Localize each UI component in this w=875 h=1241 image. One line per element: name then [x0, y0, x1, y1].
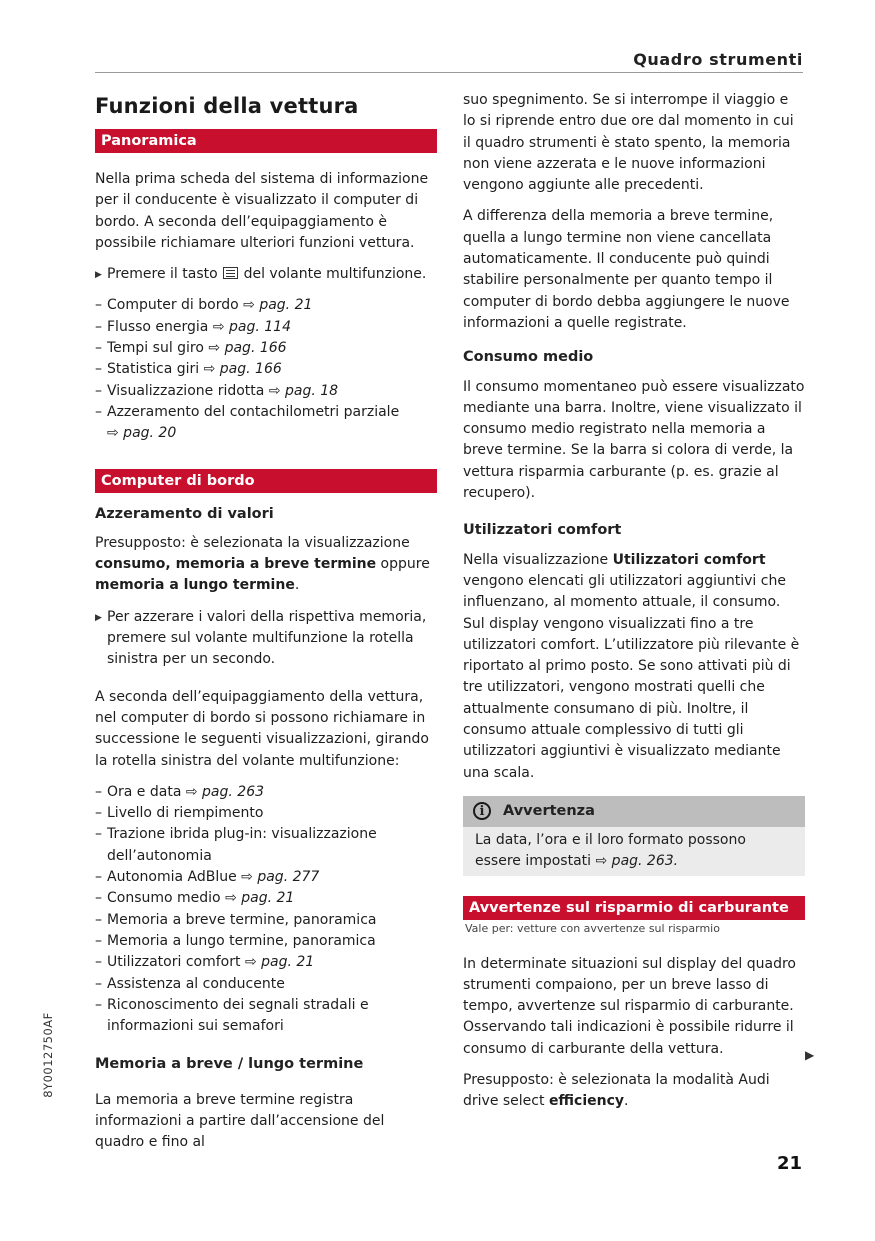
- list-item: [95, 952, 437, 973]
- utilizzatori-paragraph: [463, 550, 805, 784]
- list-item-text: Livello di riempimento: [107, 805, 264, 822]
- page-reference-link[interactable]: ⇨ pag. 166: [208, 340, 287, 357]
- applicability-note: Vale per: vetture con avvertenze sul risparmio: [465, 921, 720, 935]
- note-text: La data, l’ora e il loro formato possono essere impostati: [475, 831, 746, 870]
- list-item: [95, 974, 437, 995]
- left-column: [95, 90, 437, 1164]
- step-text-a: Premere il tasto: [107, 266, 218, 283]
- list-item: [95, 782, 437, 803]
- panoramica-intro: Nella prima scheda del sistema di informazione per il conducente è visualizzato il computer di bordo. A seconda dell’equipaggiamento è possibile richiamare ulteriori funzioni vettura.: [95, 171, 429, 251]
- memoria-continued-paragraph: suo spegnimento. Se si interrompe il viaggio e lo si riprende entro due ore dal momento in cui il quadro strumenti è stato spento, la memoria non viene azzerata e le nuove informazioni vengono aggiunte alle precedenti.: [463, 92, 794, 194]
- text-run: Presupposto: è selezionata la visualizzazione: [95, 534, 410, 551]
- list-item-text: Statistica giri: [107, 361, 200, 378]
- section-bar-avvertenze: Avvertenze sul risparmio di carburante: [463, 896, 805, 920]
- text-run-bold: efficiency: [548, 1093, 625, 1110]
- list-item-text: Ora e data: [107, 783, 182, 800]
- page-reference-link[interactable]: ⇨ pag. 18: [268, 382, 339, 399]
- computer-step: ▶ Per azzerare i valori della rispettiva memoria, premere sul volante multifunzione la rotella sinistra per un secondo.: [95, 607, 437, 671]
- lungo-termine-paragraph: A differenza della memoria a breve termine, quella a lungo termine non viene cancellata automaticamente. Il conducente può quindi stabilire personalmente per quanto tempo il computer di bordo debba aggiungere le nuove informazioni a quelle registrate.: [463, 208, 790, 331]
- avvertenze-prerequisite: [463, 1070, 805, 1113]
- note-body: [463, 827, 805, 876]
- page-reference-link[interactable]: ⇨ pag. 263: [185, 783, 265, 800]
- section-bar-panoramica: Panoramica: [95, 129, 437, 153]
- note-header: [463, 796, 805, 827]
- panoramica-list: [95, 295, 437, 444]
- page-reference-link[interactable]: ⇨ pag. 21: [243, 297, 313, 314]
- subheading-utilizzatori: Utilizzatori comfort: [463, 522, 622, 539]
- text-run: oppure: [380, 556, 430, 573]
- computer-list: [95, 782, 437, 1038]
- list-item: [95, 402, 437, 445]
- list-item: [95, 295, 437, 316]
- subheading-azzeramento: Azzeramento di valori: [95, 505, 274, 522]
- note-box: [463, 796, 805, 876]
- list-item-text: Memoria a breve termine, panoramica: [107, 911, 377, 928]
- page-reference-link[interactable]: ⇨ pag. 21: [225, 890, 295, 907]
- computer-prerequisite: [95, 533, 437, 597]
- list-item-text: Consumo medio: [107, 890, 221, 907]
- list-item-text: Riconoscimento dei segnali stradali e informazioni sui semafori: [107, 996, 369, 1035]
- document-code: 8Y0012750AF: [41, 1012, 55, 1098]
- page-reference-link[interactable]: ⇨ pag. 21: [244, 954, 315, 971]
- list-item-text: Utilizzatori comfort: [107, 954, 241, 971]
- page-header-title: Quadro strumenti: [633, 50, 803, 69]
- list-item-text: Visualizzazione ridotta: [107, 382, 265, 399]
- header-divider: [95, 72, 803, 73]
- text-run: Presupposto: è selezionata la modalità Audi drive select: [463, 1071, 770, 1110]
- list-item: [95, 803, 437, 824]
- list-item: [95, 867, 437, 888]
- info-icon: i: [473, 802, 491, 820]
- page-reference-link[interactable]: ⇨ pag. 166: [203, 361, 282, 378]
- right-column: [463, 90, 805, 1123]
- list-item: [95, 995, 437, 1038]
- text-run-bold: Utilizzatori comfort: [612, 551, 766, 568]
- list-item: [95, 338, 437, 359]
- list-item: [95, 359, 437, 380]
- note-title: Avvertenza: [503, 802, 595, 819]
- list-item-text: Tempi sul giro: [107, 340, 204, 357]
- memoria-paragraph: La memoria a breve termine registra informazioni a partire dall’accensione del quadro e fino al: [95, 1091, 385, 1151]
- computer-paragraph: A seconda dell’equipaggiamento della vettura, nel computer di bordo si possono richiamare in successione le seguenti visualizzazioni, girando la rotella sinistra del volante multifunzione:: [95, 688, 429, 769]
- avvertenze-paragraph: In determinate situazioni sul display del quadro strumenti compaiono, per un breve lasso di tempo, avvertenze sul risparmio di carburante. Osservando tali indicazioni è possibile ridurre il consumo di carburante della vettura.: [463, 955, 796, 1057]
- page-reference-link[interactable]: ⇨ pag. 263.: [595, 853, 679, 870]
- subheading-memoria: Memoria a breve / lungo termine: [95, 1056, 364, 1073]
- consumo-paragraph: Il consumo momentaneo può essere visualizzato mediante una barra. Inoltre, viene visualizzato il consumo medio registrato nella memoria a breve termine. Se la barra si colora di verde, la vettura risparmia carburante (p. es. grazie al recupero).: [463, 378, 805, 502]
- list-item: [95, 910, 437, 931]
- text-run-bold: memoria a lungo termine: [95, 577, 295, 594]
- list-item-text: Computer di bordo: [107, 297, 239, 314]
- step-text-b: del volante multifunzione.: [243, 266, 427, 283]
- panoramica-step: [95, 264, 437, 285]
- text-run-bold: consumo, memoria a breve termine: [95, 556, 377, 573]
- page-reference-link[interactable]: ⇨ pag. 114: [212, 318, 291, 335]
- list-item-text: Assistenza al conducente: [107, 975, 285, 992]
- list-item-text: Trazione ibrida plug-in: visualizzazione dell’autonomia: [107, 826, 377, 864]
- page-number: 21: [776, 1153, 802, 1174]
- list-item: [95, 888, 437, 909]
- menu-button-icon: [223, 267, 238, 279]
- text-run: Nella visualizzazione: [463, 551, 609, 568]
- list-item: [95, 931, 437, 952]
- list-item: [95, 824, 437, 867]
- list-item: [95, 381, 437, 402]
- text-run: vengono elencati gli utilizzatori aggiuntivi che influenzano, al momento attuale, il consumo. Sul display vengono visualizzati fino a tre utilizzatori comfort. L’utilizzatore più rilevante è riportato al primo posto. Se sono attivati più di tre utilizzatori, vengono mostrati quelli che attualmente consumano di più. Inoltre, il consumo attuale complessivo di tutti gli utilizzatori aggiuntivi è visualizzato mediante una scala.: [463, 572, 800, 781]
- section-bar-computer: Computer di bordo: [95, 469, 437, 493]
- list-item: [95, 317, 437, 338]
- page-reference-link[interactable]: ⇨ pag. 20: [107, 425, 177, 442]
- text-run: .: [294, 577, 300, 594]
- list-item-text: Flusso energia: [107, 318, 209, 335]
- list-item-text: Azzeramento del contachilometri parziale: [107, 403, 400, 420]
- page-reference-link[interactable]: ⇨ pag. 277: [241, 869, 320, 886]
- page-title: Funzioni della vettura: [95, 94, 359, 118]
- text-run: .: [624, 1093, 629, 1110]
- continue-arrow-icon: ▶: [805, 1048, 815, 1062]
- list-item-text: Autonomia AdBlue: [107, 869, 237, 886]
- list-item-text: Memoria a lungo termine, panoramica: [107, 932, 376, 949]
- subheading-consumo-medio: Consumo medio: [463, 349, 594, 366]
